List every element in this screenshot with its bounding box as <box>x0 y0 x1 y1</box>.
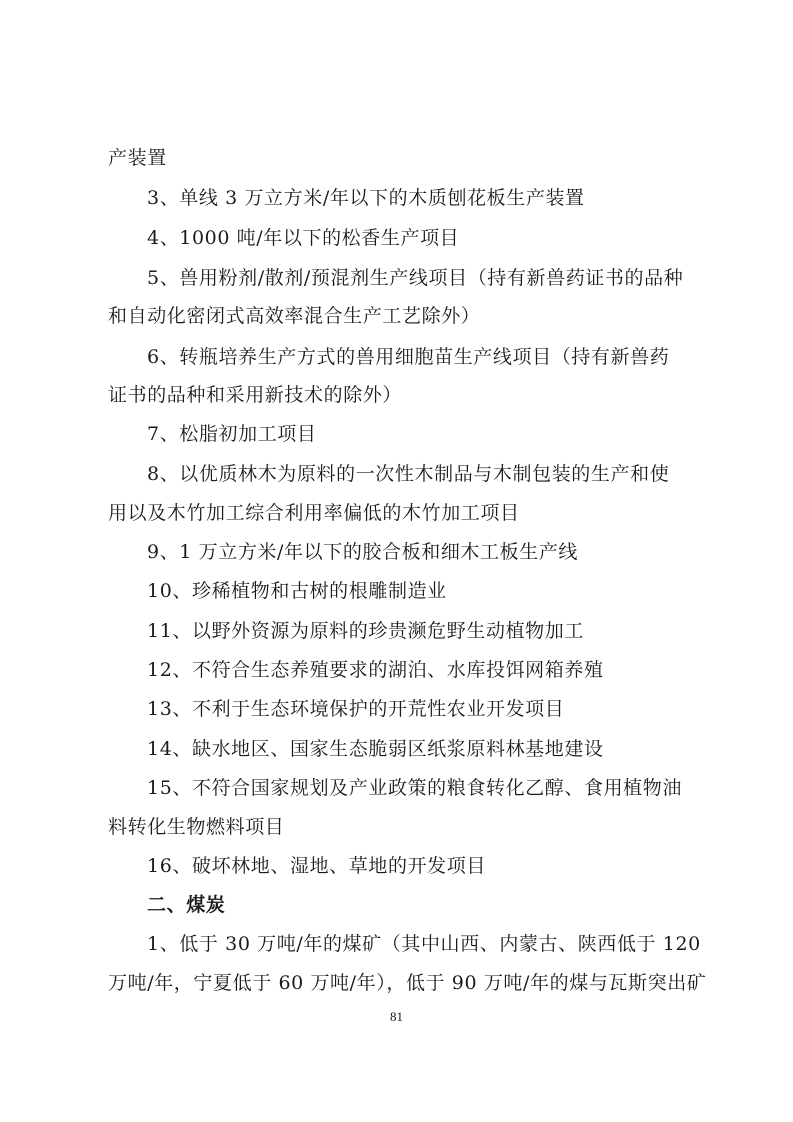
text-line-18: 料转化生物燃料项目 <box>108 816 285 838</box>
text-line-15: 13、不利于生态环境保护的开荒性农业开发项目 <box>147 698 565 720</box>
text-line-13: 11、以野外资源为原料的珍贵濒危野生动植物加工 <box>147 620 584 642</box>
text-line-3: 4、1000 吨/年以下的松香生产项目 <box>147 227 460 249</box>
text-line-4: 5、兽用粉剂/散剂/预混剂生产线项目（持有新兽药证书的品种 <box>147 267 684 289</box>
text-line-12: 10、珍稀植物和古树的根雕制造业 <box>147 580 447 602</box>
text-line-10: 用以及木竹加工综合利用率偏低的木竹加工项目 <box>108 502 520 524</box>
text-line-11: 9、1 万立方米/年以下的胶合板和细木工板生产线 <box>147 541 579 563</box>
text-line-8: 7、松脂初加工项目 <box>147 423 317 445</box>
text-line-16: 14、缺水地区、国家生态脆弱区纸浆原料林基地建设 <box>147 738 604 760</box>
text-line-6: 6、转瓶培养生产方式的兽用细胞苗生产线项目（持有新兽药 <box>147 346 670 368</box>
text-line-22: 万吨/年，宁夏低于 60 万吨/年），低于 90 万吨/年的煤与瓦斯突出矿 <box>108 972 707 994</box>
section-heading-coal: 二、煤炭 <box>147 894 226 916</box>
text-line-5: 和自动化密闭式高效率混合生产工艺除外） <box>108 305 481 327</box>
text-line-17: 15、不符合国家规划及产业政策的粮食转化乙醇、食用植物油 <box>147 777 682 799</box>
text-line-14: 12、不符合生态养殖要求的湖泊、水库投饵网箱养殖 <box>147 659 604 681</box>
page-number: 81 <box>390 1009 403 1024</box>
text-line-7: 证书的品种和采用新技术的除外） <box>108 384 403 406</box>
text-line-1: 产装置 <box>108 147 167 169</box>
text-line-2: 3、单线 3 万立方米/年以下的木质刨花板生产装置 <box>147 187 585 209</box>
text-line-19: 16、破坏林地、湿地、草地的开发项目 <box>147 855 486 877</box>
text-line-21: 1、低于 30 万吨/年的煤矿（其中山西、内蒙古、陕西低于 120 <box>147 933 701 955</box>
text-line-9: 8、以优质林木为原料的一次性木制品与木制包装的生产和使 <box>147 463 670 485</box>
